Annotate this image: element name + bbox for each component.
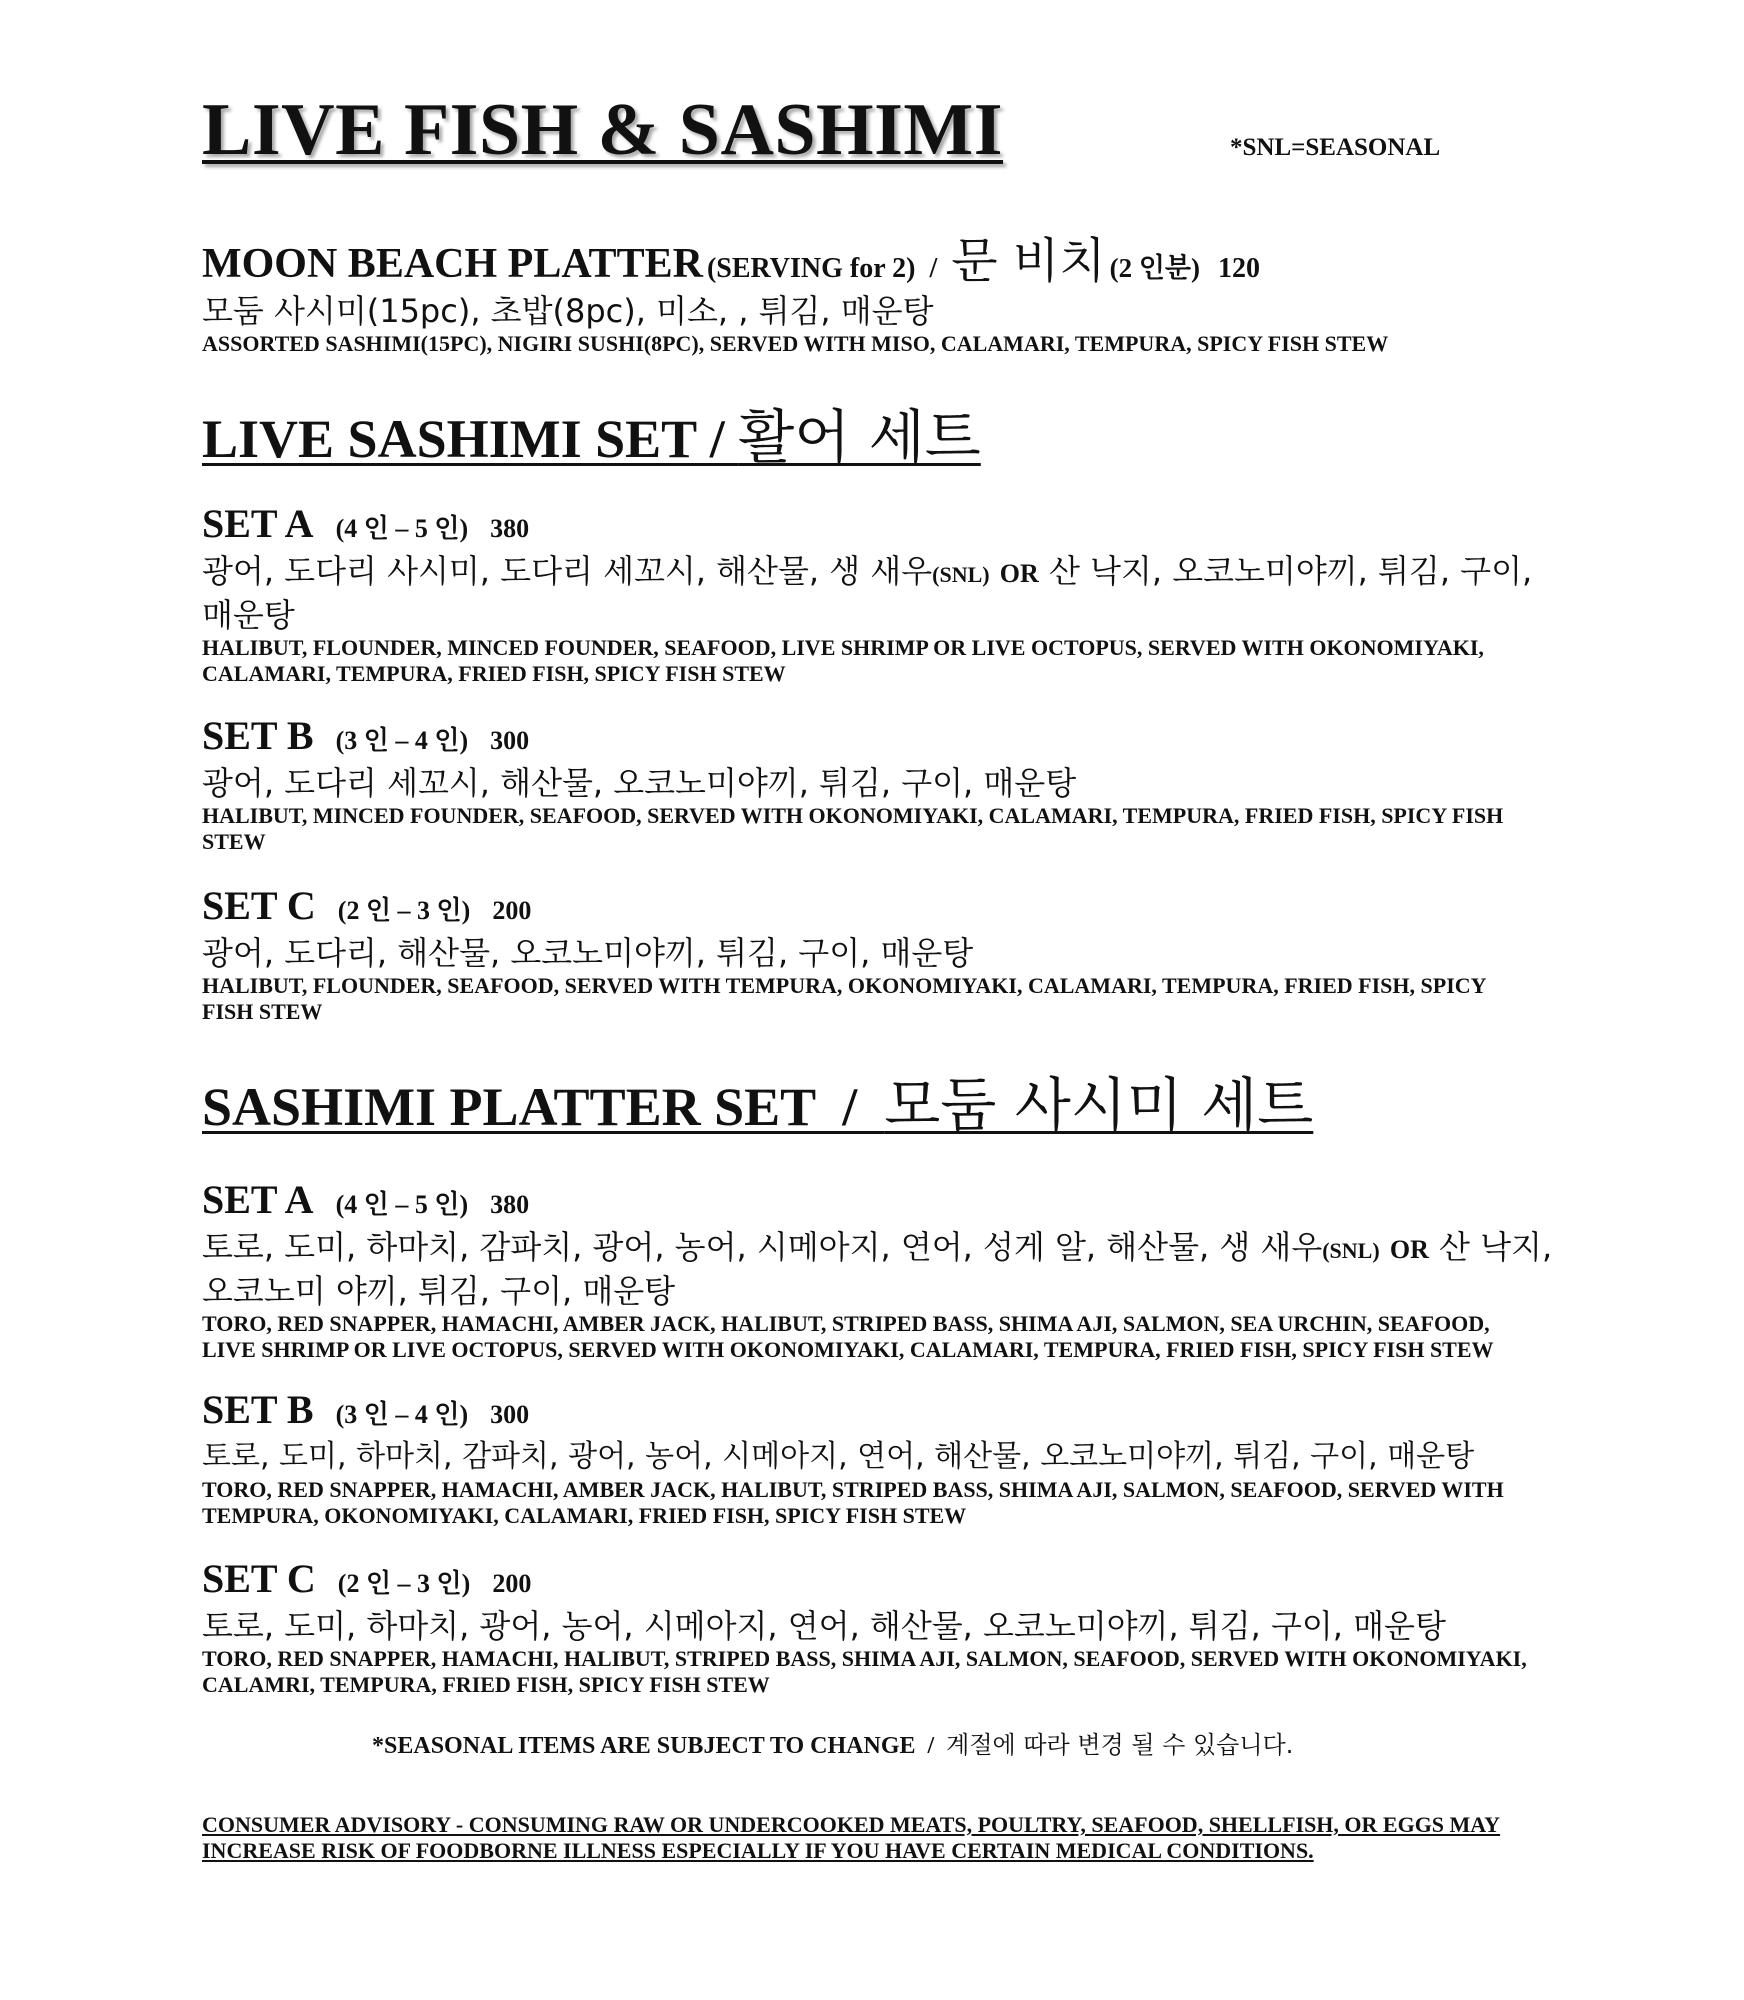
platter-set-c <box>202 1555 1582 1698</box>
desc-korean-part: 매운탕 <box>202 596 295 634</box>
set-pax: (3 인 – 4 인) <box>335 726 469 755</box>
serving-size-kr: (2 인분) <box>1109 253 1200 283</box>
set-name: SET C <box>202 1556 316 1601</box>
set-header <box>202 1555 1582 1602</box>
set-price: 300 <box>490 1400 530 1429</box>
section-title-live-sashimi <box>202 390 981 474</box>
set-pax: (2 인 – 3 인) <box>337 1569 471 1598</box>
set-price: 300 <box>490 726 530 755</box>
section-title-en: LIVE SASHIMI SET / <box>202 409 739 469</box>
set-name: SET B <box>202 713 314 758</box>
seasonal-marker: (SNL) <box>1322 1238 1380 1263</box>
desc-korean-part: 오코노미 야끼, 튀김, 구이, 매운탕 <box>202 1272 676 1310</box>
set-pax: (3 인 – 4 인) <box>335 1400 469 1429</box>
page-title: LIVE FISH & SASHIMI <box>202 89 1004 171</box>
desc-korean-part: 산 낙지, <box>1439 1228 1553 1266</box>
consumer-advisory: CONSUMER ADVISORY - CONSUMING RAW OR UNDERCOOKED MEATS, POULTRY, SEAFOOD, SHELLFISH, OR EGGS MAY INCREASE RISK OF FOODBORNE ILLNESS ESPECIALLY IF YOU HAVE CERTAIN MEDICAL CONDITIONS. <box>202 1812 1501 1863</box>
set-pax: (4 인 – 5 인) <box>335 1190 469 1219</box>
desc-korean: 광어, 도다리, 해산물, 오코노미야끼, 튀김, 구이, 매운탕 <box>202 934 974 972</box>
desc-korean-part: 산 낙지, 오코노미야끼, 튀김, 구이, <box>1048 552 1533 590</box>
desc-english: TORO, RED SNAPPER, HAMACHI, HALIBUT, STRIPED BASS, SHIMA AJI, SALMON, SEAFOOD, SERVED WITH OKONOMIYAKI, CALAMRI, TEMPURA, FRIED FISH, SPICY FISH STEW <box>202 1646 1527 1697</box>
set-header <box>202 882 1582 929</box>
desc-korean-part: 광어, 도다리 사시미, 도다리 세꼬시, 해산물, 생 새우 <box>202 552 933 590</box>
desc-english: HALIBUT, FLOUNDER, SEAFOOD, SERVED WITH TEMPURA, OKONOMIYAKI, CALAMARI, TEMPURA, FRIED FISH, SPICY FISH STEW <box>202 973 1486 1024</box>
set-price: 200 <box>492 896 532 925</box>
or-text: OR <box>1389 1235 1429 1264</box>
desc-korean: 모둠 사시미(15pc), 초밥(8pc), 미소, , 튀김, 매운탕 <box>202 292 934 330</box>
desc-korean-part: 토로, 도미, 하마치, 감파치, 광어, 농어, 시메아지, 연어, 성게 알, 해산물, 생 새우 <box>202 1228 1323 1266</box>
section-title-en: SASHIMI PLATTER SET / <box>202 1077 885 1137</box>
moon-beach-header <box>202 222 1582 291</box>
set-header <box>202 712 1582 759</box>
set-header <box>202 500 1582 547</box>
seasonal-change-kr: 계절에 따라 변경 될 수 있습니다. <box>946 1731 1294 1759</box>
live-set-b <box>202 712 1582 855</box>
set-name: SET B <box>202 1387 314 1432</box>
seasonal-marker: (SNL) <box>932 562 990 587</box>
item-price: 120 <box>1218 253 1260 284</box>
set-price: 200 <box>492 1569 532 1598</box>
or-text: OR <box>999 559 1039 588</box>
set-price: 380 <box>490 514 530 543</box>
divider-slash: / <box>929 253 938 284</box>
section-title-kr: 활어 세트 <box>738 403 981 471</box>
section-title-sashimi-platter <box>202 1058 1313 1142</box>
set-header <box>202 1386 1582 1433</box>
seasonal-change-en: *SEASONAL ITEMS ARE SUBJECT TO CHANGE / <box>372 1733 947 1759</box>
desc-korean <box>202 551 1582 635</box>
set-header <box>202 1176 1582 1223</box>
moon-beach-platter <box>202 222 1582 357</box>
set-name: SET C <box>202 883 316 928</box>
set-name: SET A <box>202 1177 314 1222</box>
desc-english: TORO, RED SNAPPER, HAMACHI, AMBER JACK, HALIBUT, STRIPED BASS, SHIMA AJI, SALMON, SEAFOOD, SERVED WITH TEMPURA, OKONOMIYAKI, CALAMARI, FRIED FISH, SPICY FISH STEW <box>202 1477 1504 1528</box>
live-set-c <box>202 882 1582 1025</box>
section-title-kr: 모둠 사시미 세트 <box>884 1071 1314 1139</box>
platter-set-a <box>202 1176 1582 1363</box>
set-price: 380 <box>490 1190 530 1219</box>
set-pax: (2 인 – 3 인) <box>337 896 471 925</box>
desc-english: ASSORTED SASHIMI(15PC), NIGIRI SUSHI(8PC), SERVED WITH MISO, CALAMARI, TEMPURA, SPICY FISH STEW <box>202 331 1389 356</box>
set-name: SET A <box>202 501 314 546</box>
desc-korean <box>202 1227 1582 1311</box>
serving-size: (SERVING for 2) <box>706 253 916 284</box>
desc-korean: 광어, 도다리 세꼬시, 해산물, 오코노미야끼, 튀김, 구이, 매운탕 <box>202 764 1077 802</box>
desc-english: HALIBUT, FLOUNDER, MINCED FOUNDER, SEAFOOD, LIVE SHRIMP OR LIVE OCTOPUS, SERVED WITH OKONOMIYAKI, CALAMARI, TEMPURA, FRIED FISH, SPICY FISH STEW <box>202 635 1484 686</box>
seasonal-legend: *SNL=SEASONAL <box>1230 134 1441 161</box>
live-set-a <box>202 500 1582 687</box>
set-pax: (4 인 – 5 인) <box>335 514 469 543</box>
platter-set-b <box>202 1386 1582 1529</box>
item-name: MOON BEACH PLATTER <box>202 241 703 287</box>
desc-english: TORO, RED SNAPPER, HAMACHI, AMBER JACK, HALIBUT, STRIPED BASS, SHIMA AJI, SALMON, SEA URCHIN, SEAFOOD, LIVE SHRIMP OR LIVE OCTOPUS, SERVED WITH OKONOMIYAKI, CALAMARI, TEMPURA, FRIED FISH, SPICY FISH STEW <box>202 1311 1494 1362</box>
desc-english: HALIBUT, MINCED FOUNDER, SEAFOOD, SERVED WITH OKONOMIYAKI, CALAMARI, TEMPURA, FRIED FISH, SPICY FISH STEW <box>202 803 1504 854</box>
seasonal-change-note <box>372 1725 1293 1760</box>
item-name-kr: 문 비치 <box>951 233 1106 289</box>
desc-korean: 토로, 도미, 하마치, 감파치, 광어, 농어, 시메아지, 연어, 해산물, 오코노미야끼, 튀김, 구이, 매운탕 <box>202 1439 1475 1474</box>
desc-korean: 토로, 도미, 하마치, 광어, 농어, 시메아지, 연어, 해산물, 오코노미야끼, 튀김, 구이, 매운탕 <box>202 1607 1446 1645</box>
